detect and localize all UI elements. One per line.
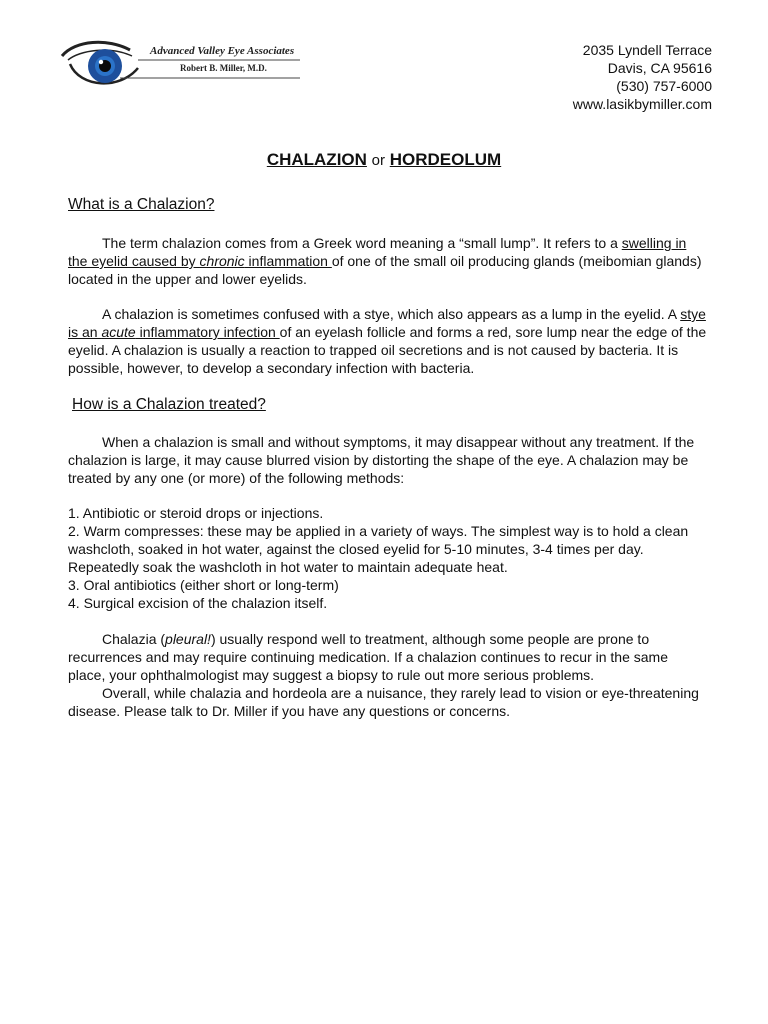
phone-number: (530) 757-6000 [616, 78, 712, 94]
practice-name: Advanced Valley Eye Associates [150, 45, 295, 57]
list-item: 3. Oral antibiotics (either short or long-term) [68, 577, 339, 593]
street-address: 2035 Lyndell Terrace [582, 42, 712, 58]
paragraph-definition: The term chalazion comes from a Greek word meaning a “small lump”. It refers to a swelling in the eyelid caused by chronic inflammation of one of the small oil producing glands (meibomian glands) located in the upper and lower eyelids. [68, 235, 702, 287]
document-title [0, 150, 768, 170]
list-item: 1. Antibiotic or steroid drops or injections. [68, 505, 324, 521]
section-heading-what-is: What is a Chalazion? [68, 196, 215, 213]
paragraph-treatment-intro: When a chalazion is small and without symptoms, it may disappear without any treatment. If the chalazion is large, it may cause blurred vision by distorting the shape of the eye. A chalazion may be treated by any one (or more) of the following methods: [68, 434, 695, 486]
list-item: 2. Warm compresses: these may be applied in a variety of ways. The simplest way is to hold a clean washcloth, soaked in hot water, against the closed eyelid for 5-10 minutes, 3-4 times per day. Repeatedly soak the washcloth in hot water to maintain adequate heat. [68, 523, 689, 575]
doctor-name: Robert B. Miller, M.D. [180, 63, 267, 73]
paragraph-chalazia-response: Chalazia (pleural!) usually respond well to treatment, although some people are prone to recurrences and may require continuing medication. If a chalazion continues to recur in the same place, your ophthalmologist may suggest a biopsy to rule out more serious problems. [68, 631, 668, 683]
paragraph-closing: Overall, while chalazia and hordeola are a nuisance, they rarely lead to vision or eye-threatening disease. Please talk to Dr. Miller if you have any questions or concerns. [68, 685, 699, 719]
section-heading-treatment: How is a Chalazion treated? [72, 396, 266, 413]
paragraph-stye-comparison: A chalazion is sometimes confused with a stye, which also appears as a lump in the eyelid. A stye is an acute inflammatory infection of an eyelash follicle and forms a red, sore lump near the edge of the eyelid. A chalazion is usually a reaction to trapped oil secretions and is not caused by bacteria. It is possible, however, to develop a secondary infection with bacteria. [68, 306, 707, 376]
practice-logo [60, 38, 310, 92]
city-state-zip: Davis, CA 95616 [607, 60, 712, 76]
website: www.lasikbymiller.com [572, 96, 712, 112]
list-item: 4. Surgical excision of the chalazion itself. [68, 595, 328, 611]
address-block [573, 41, 712, 113]
title-connector: or [371, 152, 385, 169]
title-chalazion: CHALAZION [266, 150, 367, 169]
treatment-methods-list [68, 504, 708, 612]
title-hordeolum: HORDEOLUM [389, 150, 502, 169]
